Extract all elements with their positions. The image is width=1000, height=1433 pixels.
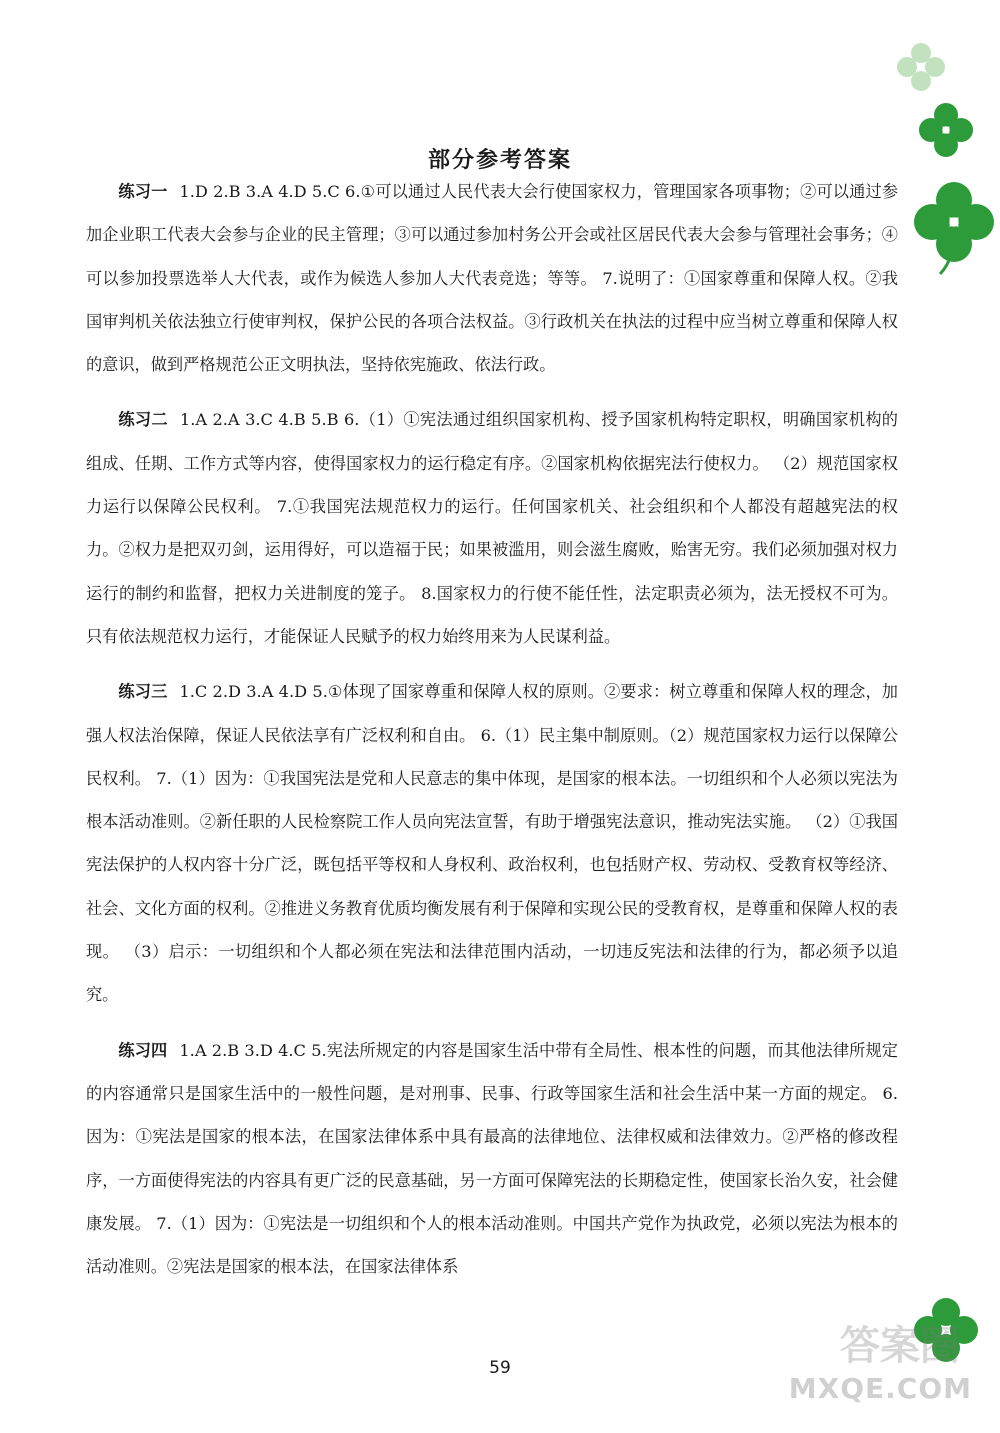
exercise-label: 练习四 [118,1040,168,1060]
watermark-site-text: MXQE.COM [788,1372,972,1405]
exercise-label: 练习一 [118,182,168,201]
clover-small-faded-icon [890,36,952,98]
exercise-3 [86,670,898,1016]
exercise-text: 1.C 2.D 3.A 4.D 5.①体现了国家尊重和保障人权的原则。②要求：树立尊重和保障人权的理念，加强人权法治保障，保证人民依法享有广泛权利和自由。 6.（1）民主集中制原则。（2）规范国家权力运行以保障公民权利。 7.（1）因为：①我国宪法是党和人民意志的集中体现，是国家的根本法。一切组织和个人必须以宪法为根本活动准则。②新任职的人民检察院工作人员向宪法宣誓，有助于增强宪法意识，推动宪法实施。 （2）①我国宪法保护的人权内容十分广泛，既包括平等权和人身权利、政治权利，也包括财产权、劳动权、受教育权等经济、社会、文化方面的权利。②推进义务教育优质均衡发展有利于保障和实现公民的受教育权，是尊重和保障人权的表现。 （3）启示：一切组织和个人都必须在宪法和法律范围内活动，一切违反宪法和法律的行为，都必须予以追究。 [86,682,898,1005]
exercise-1 [86,170,898,386]
exercise-label: 练习二 [118,410,168,430]
exercise-text: 1.A 2.B 3.D 4.C 5.宪法所规定的内容是国家生活中带有全局性、根本性的问题，而其他法律所规定的内容通常只是国家生活中的一般性问题，是对刑事、民事、行政等国家生活和社会生活中某一方面的规定。 6.因为：①宪法是国家的根本法，在国家法律体系中具有最高的法律地位、法律权威和法律效力。②严格的修改程序，一方面使得宪法的内容具有更广泛的民意基础，另一方面可保障宪法的长期稳定性，使国家长治久安，社会健康发展。 7.（1）因为：①宪法是一切组织和个人的根本活动准则。中国共产党作为执政党，必须以宪法为根本的活动准则。②宪法是国家的根本法，在国家法律体系 [86,1040,898,1277]
exercise-label: 练习三 [118,682,168,702]
exercise-2 [86,398,898,658]
page-number: 59 [489,1358,511,1378]
clover-large-icon [902,172,1000,276]
exercise-4 [86,1029,898,1289]
watermark-logo-text: 答案圈 [840,1323,960,1369]
exercise-text: 1.A 2.A 3.C 4.B 5.B 6.（1）①宪法通过组织国家机构、授予国家机构特定职权，明确国家机构的组成、任期、工作方式等内容，使得国家权力的运行稳定有序。②国家机构依据宪法行使权力。 （2）规范国家权力运行以保障公民权利。 7.①我国宪法规范权力的运行。任何国家机关、社会组织和个人都没有超越宪法的权力。②权力是把双刃剑，运用得好，可以造福于民；如果被滥用，则会滋生腐败，贻害无穷。我们必须加强对权力运行的制约和监督，把权力关进制度的笼子。 8.国家权力的行使不能任性，法定职责必须为，法无授权不可为。只有依法规范权力运行，才能保证人民赋予的权力始终用来为人民谋利益。 [86,410,898,646]
page-title: 部分参考答案 [427,147,572,173]
watermark [788,1313,990,1423]
exercise-text: 1.D 2.B 3.A 4.D 5.C 6.①可以通过人民代表大会行使国家权力，管理国家各项事物；②可以通过参加企业职工代表大会参与企业的民主管理；③可以通过参加村务公开会或社区居民代表大会参与管理社会事务；④可以参加投票选举人大代表，或作为候选人参加人大代表竞选；等等。 7.说明了：①国家尊重和保障人权。②我国审判机关依法独立行使审判权，保护公民的各项合法权益。③行政机关在执法的过程中应当树立尊重和保障人权的意识，做到严格规范公正文明执法，坚持依宪施政、依法行政。 [86,182,899,375]
answer-content [86,170,898,1300]
